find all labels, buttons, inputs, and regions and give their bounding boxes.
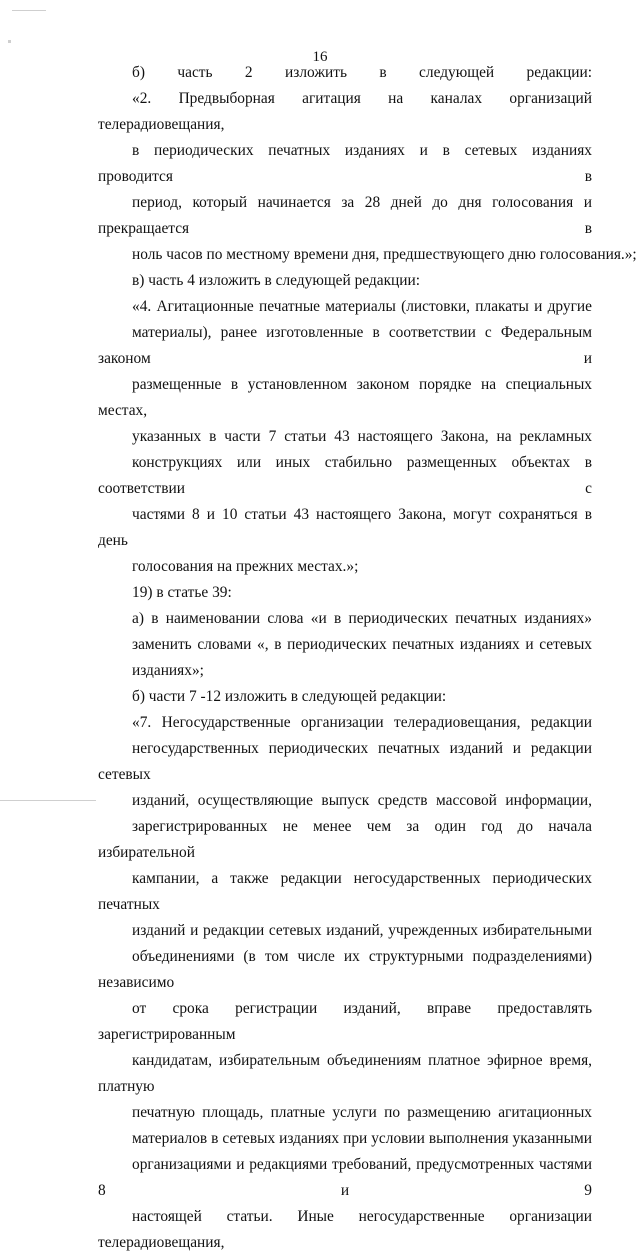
- text-line: в периодических печатных изданиях и в сетевых изданиях проводится в: [98, 142, 592, 185]
- text-line: указанных в части 7 статьи 43 настоящего Закона, на рекламных: [132, 428, 592, 445]
- text-line: размещенные в установленном законом порядке на специальных местах,: [98, 376, 592, 419]
- text-line: материалы), ранее изготовленные в соответствии с Федеральным законом и: [98, 324, 592, 367]
- text-line: частями 8 и 10 статьи 43 настоящего Закона, могут сохраняться в день: [98, 506, 592, 549]
- text-line: а) в наименовании слова «и в периодических печатных изданиях»: [132, 610, 592, 627]
- text-line: б) часть 2 изложить в следующей редакции:: [132, 64, 592, 81]
- text-line: заменить словами «, в периодических печатных изданиях и сетевых: [132, 636, 592, 653]
- text-line: голосования на прежних местах.»;: [132, 558, 359, 575]
- paragraph: [98, 580, 592, 606]
- paragraph: [98, 60, 592, 86]
- text-line: кандидатам, избирательным объединениям платное эфирное время, платную: [98, 1052, 592, 1095]
- text-line: в) часть 4 изложить в следующей редакции:: [132, 272, 421, 289]
- text-line: зарегистрированных не менее чем за один год до начала избирательной: [98, 818, 592, 861]
- text-line: б) части 7 -12 изложить в следующей редакции:: [132, 688, 447, 705]
- scan-artifact-fold-line: [0, 800, 96, 801]
- paragraph: [98, 606, 592, 684]
- text-line: конструкциях или иных стабильно размещенных объектах в соответствии с: [98, 454, 592, 497]
- paragraph: [98, 684, 592, 710]
- paragraph: [98, 268, 592, 294]
- scan-artifact-top-left: [12, 10, 46, 11]
- text-line: «2. Предвыборная агитация на каналах организаций телерадиовещания,: [98, 90, 592, 133]
- text-line: негосударственных периодических печатных изданий и редакции сетевых: [98, 740, 592, 783]
- scan-artifact-left-dot: [8, 40, 11, 43]
- text-line: от срока регистрации изданий, вправе предоставлять зарегистрированным: [98, 1000, 592, 1043]
- text-line: период, который начинается за 28 дней до дня голосования и прекращается в: [98, 194, 592, 237]
- text-line: материалов в сетевых изданиях при условии выполнения указанными: [132, 1130, 592, 1147]
- text-line: настоящей статьи. Иные негосударственные организации телерадиовещания,: [98, 1208, 592, 1251]
- text-line: изданий и редакции сетевых изданий, учрежденных избирательными: [132, 922, 592, 939]
- page-number: 16: [312, 49, 328, 65]
- text-line: изданиях»;: [132, 662, 204, 679]
- text-line: ноль часов по местному времени дня, предшествующего дню голосования.»;: [132, 246, 637, 263]
- paragraph: [98, 86, 637, 268]
- text-line: изданий, осуществляющие выпуск средств массовой информации,: [132, 792, 592, 809]
- paragraph: [98, 294, 592, 580]
- document-body: [98, 60, 637, 1256]
- paragraph: [98, 710, 592, 1256]
- text-line: «4. Агитационные печатные материалы (листовки, плакаты и другие: [132, 298, 592, 315]
- text-line: печатную площадь, платные услуги по размещению агитационных: [132, 1104, 592, 1121]
- text-line: кампании, а также редакции негосударственных периодических печатных: [98, 870, 592, 913]
- text-line: 19) в статье 39:: [132, 584, 232, 601]
- text-line: организациями и редакциями требований, предусмотренных частями 8 и 9: [98, 1156, 592, 1199]
- text-line: объединениями (в том числе их структурными подразделениями) независимо: [98, 948, 592, 991]
- text-line: «7. Негосударственные организации телерадиовещания, редакции: [132, 714, 592, 731]
